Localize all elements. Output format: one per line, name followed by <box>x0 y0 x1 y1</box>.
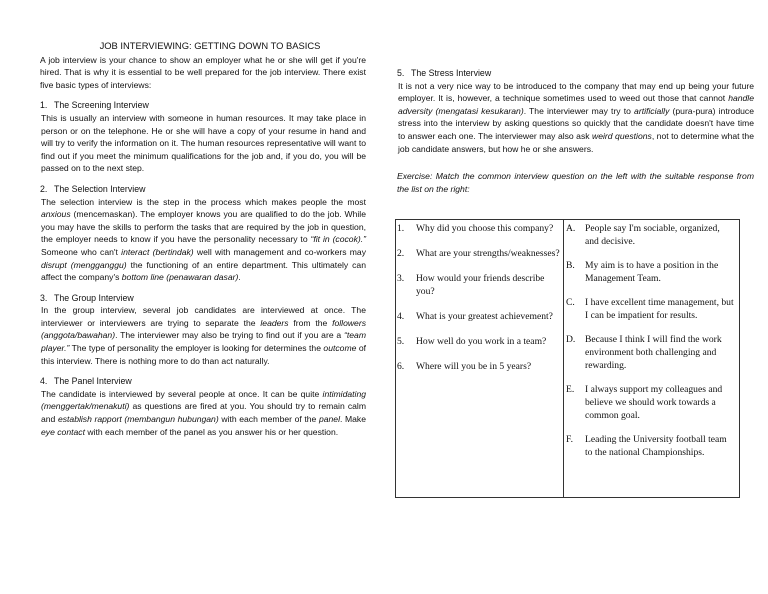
question-item: 1. Why did you choose this company? <box>397 223 554 234</box>
exercise-instruction: Exercise: Match the common interview question on the left with the suitable response from the list on the right: <box>397 171 754 194</box>
section-body: It is not a very nice way to be introduced to the company that may end up being your future employer. It is, however, a technique sometimes used to weed out those that cannot handle adversity (mengatasi kesukaran). The interviewer may try to artificially (pura-pura) introduce stress into the interview by asking questions so quickly that the candidate doesn't have time to answer each one. The interviewer may also ask weird questions, not to determine what the job candidate answers, but how he or she answers. <box>398 80 754 154</box>
section-heading: 4. The Panel Interview <box>40 376 132 387</box>
section-body: This is usually an interview with someone in human resources. It may take place in person or on the telephone. He or she will have a copy of your resume in hand and will try to verify the information on it. The human resources representative will want to find out if you meet the minimum qualifications for the job and, if you do, you will be passed on to the next step. <box>41 112 366 174</box>
questions-column <box>396 220 564 498</box>
section-panel <box>40 375 366 438</box>
section-body: In the group interview, several job candidates are interviewed at once. The interviewer or interviewers are trying to separate the leaders from the followers (anggota/bawahan). The interviewer may also be trying to find out if you are a “team player.” The type of personality the employer is looking for determines the outcome of this interview. There is nothing more to do than act naturally. <box>41 305 366 366</box>
answer-item: F. Leading the University football team to the national Championships. <box>566 434 727 458</box>
question-item: 6. Where will you be in 5 years? <box>397 361 532 372</box>
answer-item: E. I always support my colleagues and believe we should work towards a common goal. <box>566 384 723 421</box>
section-stress <box>397 67 754 155</box>
section-heading: 5. The Stress Interview <box>397 68 492 78</box>
intro-paragraph: A job interview is your chance to show an employer what he or she will get if you're hired. That is why it is essential to be well prepared for the job interview. There exist five basic types of interviews: <box>40 54 366 90</box>
section-body: The candidate is interviewed by several people at once. It can be quite intimidating (menggertak/menakuti) as questions are fired at you. You should try to remain calm and establish rapport (membangun hubungan) with each member of the panel. Make eye contact with each member of the panel as you answer his or her question. <box>41 388 367 437</box>
right-column <box>397 67 754 195</box>
document-title: JOB INTERVIEWING: GETTING DOWN TO BASICS <box>99 40 321 51</box>
section-group <box>40 292 366 368</box>
answer-item: A. People say I'm sociable, organized, and decisive. <box>566 223 720 247</box>
section-screening <box>40 99 366 175</box>
left-column <box>40 40 366 438</box>
question-item: 5. How well do you work in a team? <box>397 336 547 347</box>
section-body: The selection interview is the step in the process which makes people the most anxious (mencemaskan). The employer knows you are qualified to do the job. While you may have the skills to perform the tasks that are required by the job in question, the employer needs to know if you have the personality necessary to “fit in (cocok).” Someone who can't interact (bertindak) well with management and co-workers may disrupt (mengganggu) the functioning of an entire department. This ultimately can affect the company's bottom line (penawaran dasar). <box>41 196 366 283</box>
matching-table <box>395 219 740 498</box>
section-heading: 1. The Screening Interview <box>40 100 149 111</box>
question-item: 2. What are your strengths/weaknesses? <box>397 248 560 259</box>
question-item: 4. What is your greatest achievement? <box>397 311 553 322</box>
answers-column <box>564 220 740 498</box>
section-heading: 3. The Group Interview <box>40 292 134 303</box>
section-heading: 2. The Selection Interview <box>40 183 146 194</box>
question-item: 3. How would your friends describe you? <box>397 273 545 297</box>
answer-item: B. My aim is to have a position in the Management Team. <box>566 260 719 284</box>
section-selection <box>40 183 366 284</box>
answer-item: D. Because I think I will find the work environment both challenging and rewarding. <box>566 334 722 371</box>
answer-item: C. I have excellent time management, but I can be impatient for results. <box>566 297 734 321</box>
